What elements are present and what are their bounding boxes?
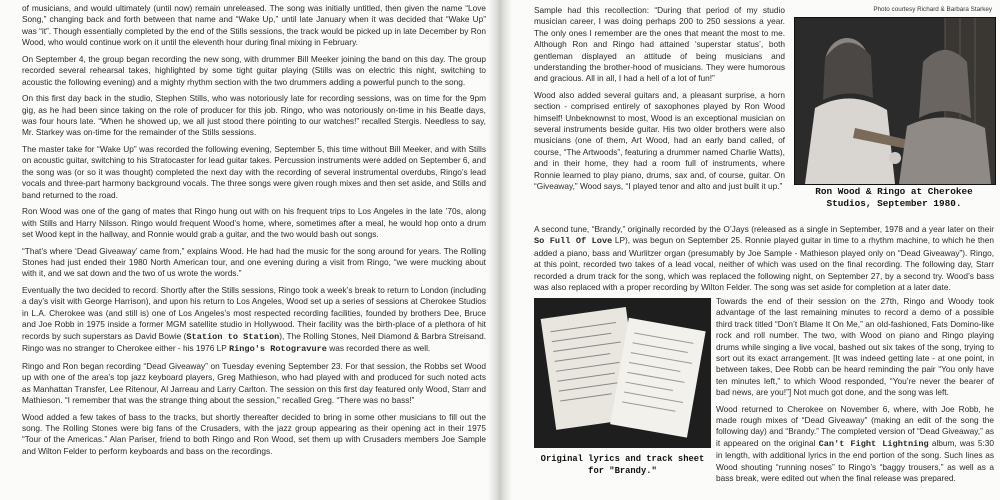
right-page-top-text xyxy=(534,5,785,193)
paragraph: Towards the end of their session on the 27th, Ringo and Woody took advantage of the last remaining minutes to record a demo of a possible third track titled “Don’t Blame It On Me,” an old-fashioned, Fats Domino-like rock and roll number. The two, with Wood on piano and Ringo playing drums while singing a live vocal, bashed out six takes of the song, trying to sort out its exact arrangement. [It was indeed getting late - at one point, in between takes, Dee Robb can be heard reminding the pair “You only have ten minutes left,” to which Wood responded, “You’re never the bearer of bad news, are you!”] Not much got done, and the song was left. xyxy=(716,296,994,398)
paragraph: Wood also added several guitars and, a pleasant surprise, a horn section - comprised entirely of saxophones played by Ron Wood himself! Unbeknownst to most, Wood is an exceptional musician on several instruments beside guitar. His two older brothers were also musicians (one of them, Art Wood, had an early band called, of course, “The Artwoods”, featuring a drummer named Charlie Watts), and in their home, they had a room full of instruments, where Ronnie learned to play piano, drums, sax and, of course, guitar. On “Giveaway,” Wood says, “I played tenor and alto and just built it up.” xyxy=(534,89,785,192)
album-title-station-to-station: Station to Station xyxy=(186,331,280,342)
lyrics-photo xyxy=(534,298,711,448)
photo-credit: Photo courtesy Richard & Barbara Starkey xyxy=(873,6,992,13)
studio-photo-image xyxy=(795,18,995,184)
album-title-ringos-rotogravure: Ringo's Rotogravure xyxy=(228,344,327,355)
lyrics-photo-caption: Original lyrics and track sheet for "Brandy." xyxy=(540,454,705,476)
studio-photo xyxy=(794,17,996,185)
left-page xyxy=(0,0,492,500)
lyrics-sheet-image xyxy=(534,298,711,448)
paragraph: of musicians, and would ultimately (until now) remain unreleased. The song was initially untitled, then given the name “Love Song,” changing back and forth between that name and “Wake Up,” until late January when it was decided that “Wake Up” was “it”. Though essentially completed by the end of the Stills sessions, the track would be picked up in late December by Ron Wood, who would continue work on it until the eleventh hour during final mixing in February. xyxy=(22,3,486,48)
paragraph: On this first day back in the studio, Stephen Stills, who was notoriously late for recording sessions, was on time for the 9pm gig, as he had been since taking on the role of producer for this job. Ringo, who was notoriously on-time in his Beatle days, was four hours late. “When he showed up, we all just stood there pointing to our watches!” recalled Stergis. Needless to say, Mr. Starkey was on-time for the remainder of the Stills sessions. xyxy=(22,93,486,138)
paragraph: Ringo and Ron began recording “Dead Giveaway” on Tuesday evening September 23. For that session, the Robbs set Wood up with one of the area’s top jazz keyboard players, Greg Mathieson, who had played with and produced for such noted acts as Manhattan Transfer, Lee Ritenour, Al Jarreau and Larry Carlton. The session on this first day featured only Wood, Starr and Mathieson. “I remember that was the strange thing about the session,” recalled Greg. “There was no bass!” xyxy=(22,360,486,405)
album-title-so-full-of-love: So Full Of Love xyxy=(534,236,613,247)
paragraph: Wood added a few takes of bass to the tracks, but shortly thereafter decided to bring in some other musicians to fill out the song. The Rolling Stones were big fans of the Crusaders, with the jazz group appearing as their opening act in their 1975 “Tour of the Americas.” Alan Pariser, friend to both Ringo and Ron Wood, set them up with Crusaders members Joe Sample and Wilton Felder to perform keyboards and bass on the recordings. xyxy=(22,411,486,456)
paragraph: On September 4, the group began recording the new song, with drummer Bill Meeker joining the band on this day. The group recorded several rehearsal takes, highlighted by some tight guitar playing (Stills was on electric this night, switching to acoustic the following evening) and a mighty rhythm section with the two drummers adding a powerful punch to the song. xyxy=(22,53,486,87)
right-page xyxy=(508,0,1000,500)
left-page-text xyxy=(22,3,486,457)
paragraph-cherokee: Eventually the two decided to record. Shortly after the Stills sessions, Ringo took a week’s break to return to London (including a day’s visit with George Harrison), and upon his return to Los Angeles, Wood set up a series of sessions at Cherokee Studios in L.A. Cherokee was (and still is) one of Los Angeles’s most respected recording facilities, founded by brothers Dee, Bruce and Joe Robb in 1975 inside a former MGM satellite studio in Hollywood. Their facility was the birth-place of a plethora of hit records by such superstars as David Bowie (Station to Station), The Rolling Stones, Neil Diamond & Barbra Streisand. Ringo was no stranger to Cherokee either - his 1976 LP Ringo's Rotogravure was recorded there as well. xyxy=(22,285,487,355)
album-title-cant-fight-lightning: Can't Fight Lightning xyxy=(818,438,929,449)
paragraph: “That’s where ‘Dead Giveaway’ came from,” explains Wood. He had had the music for the song around for years. The Rolling Stones had just ended their 1980 North American tour, and one evening during a visit from Ringo, “we were mucking about with it, and we sat down and the two of us wrote the words.” xyxy=(22,245,486,279)
paragraph: Ron Wood was one of the gang of mates that Ringo hung out with on his frequent trips to Los Angeles in the late ’70s, along with Stills and Harry Nilsson. Ringo would frequent Wood’s home, where, sometimes after a meal, he would hop onto a drum set Wood kept in the hallway, and Ronnie would grab a guitar, and the two would bash out songs. xyxy=(22,206,486,240)
studio-photo-caption: Ron Wood & Ringo at Cherokee Studios, September 1980. xyxy=(815,186,973,209)
paragraph: Sample had this recollection: “During that period of my studio musician career, I was doing perhaps 200 to 250 sessions a year. The only ones I remember are the ones that meant the most to me. Although Ron and Ringo had attained ‘superstar status’, both gentleman displayed an attitude of being musicians and understanding the brother-hood of musicians. They were humorous and gracious. All in all, I had a hell of a lot of fun!” xyxy=(534,5,785,84)
paragraph-final-mix: Wood returned to Cherokee on November 6, where, with Joe Robb, he made rough mixes of “Dead Giveaway” (making an edit of the song the following day) and “Brandy.” The completed version of “Dead Giveaway,” as it appeared on the original Can't Fight Lightning album, was 5:30 in length, with additional lyrics in the end portion of the song. Such lines as Wood shouting “running noses” to Ringo’s “baggy trousers,” as well as a bass break, were edited out when the final release was prepared. xyxy=(716,403,994,484)
right-page-mid-text xyxy=(534,224,994,293)
right-page-bottom-text xyxy=(716,296,994,485)
paragraph-brandy: A second tune, “Brandy,” originally recorded by the O’Jays (released as a single in September, 1978 and a year later on their So Full Of Love LP), was begun on September 25. Ronnie played guitar in time to a rhythm machine, to which he then added a piano, bass and Wurlitzer organ (presumably by Joe Sample - Mathieson played only on “Dead Giveaway”). Ringo, at this point, recorded two takes of a lead vocal, neither of which was used on the final recording. The following day, Starr recorded a drum track for the song, which was replaced the following night, on September 27, by a second try. Wood’s bass was also replaced with a proper recording by Wilton Felder. The song was set aside for completion at a later date. xyxy=(534,224,994,293)
paragraph: The master take for “Wake Up” was recorded the following evening, September 5, this time without Bill Meeker, and with Stills on acoustic guitar, switching to his Stratocaster for lead guitar takes. Percussion instruments were added on September 6, and the song was (or so it was thought) completed the next day with the recording of several instrumental overdubs, Ringo’s lead vocals and three-part harmony background vocals. The three songs were given rough mixes and then set aside, and Stills and band returned to the road. xyxy=(22,144,486,200)
